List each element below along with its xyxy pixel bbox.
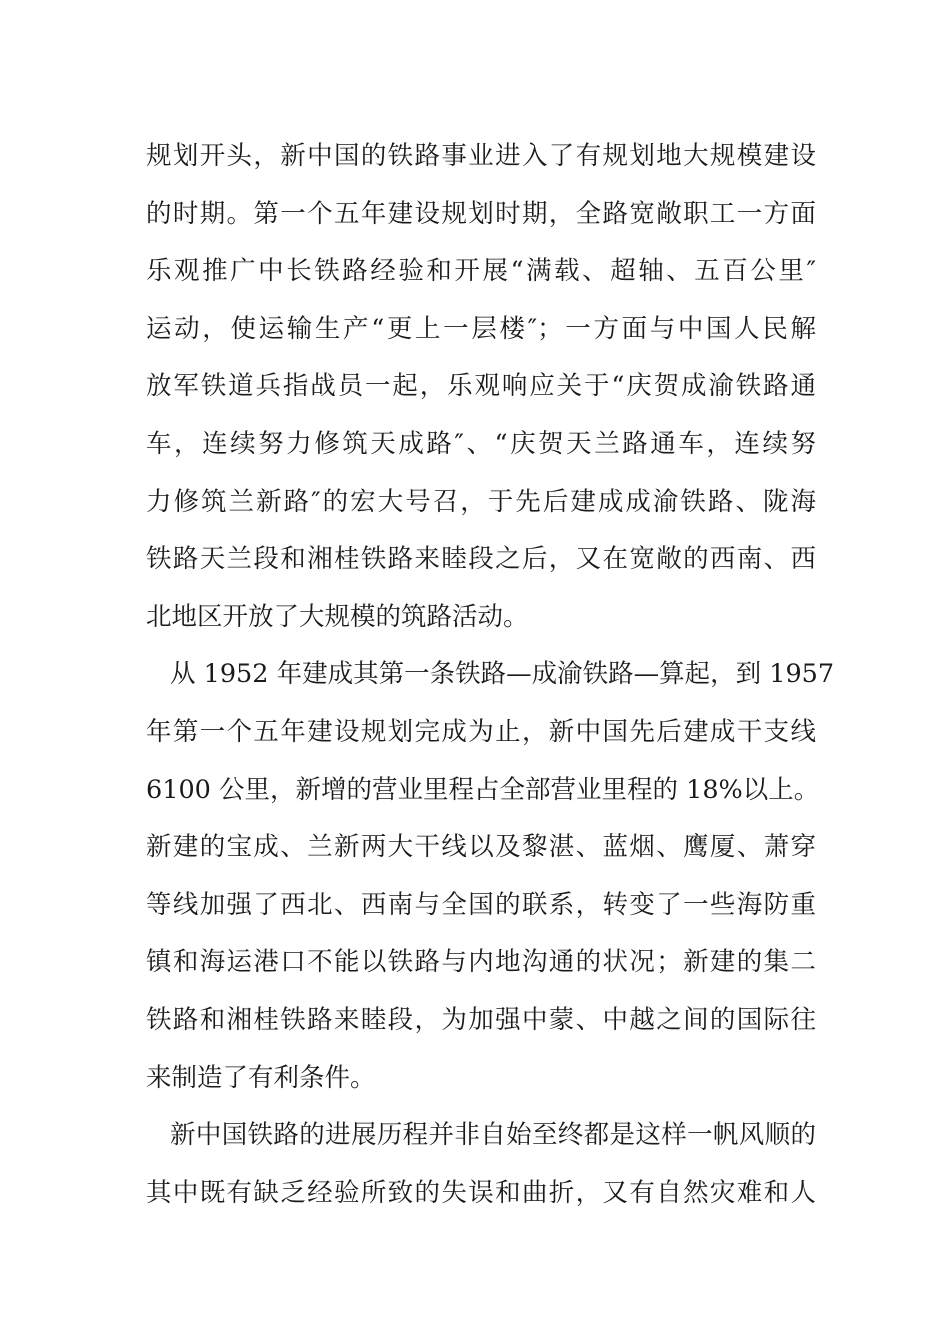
text-line: 等线加强了西北、西南与全国的联系，转变了一些海防重 [146,889,816,920]
text-line: 放军铁道兵指战员一起，乐观响应关于“庆贺成渝铁路通 [146,371,816,402]
body-text [146,128,835,1222]
text-line: 年第一个五年建设规划完成为止，新中国先后建成干支线 [146,716,816,747]
text-line: 铁路天兰段和湘桂铁路来睦段之后，又在宽敞的西南、西 [146,544,816,575]
text-line: 铁路和湘桂铁路来睦段，为加强中蒙、中越之间的国际往 [146,1004,816,1035]
text-line: 乐观推广中长铁路经验和开展“满载、超轴、五百公里″ [146,256,816,287]
paragraph-1 [146,128,816,646]
text-line: 车，连续努力修筑天成路″、“庆贺天兰路通车，连续努 [146,428,816,459]
paragraph-3 [146,1107,816,1222]
text-line: 新建的宝成、兰新两大干线以及黎湛、蓝烟、鹰厦、萧穿 [146,832,816,863]
text-line: 运动，使运输生产“更上一层楼″；一方面与中国人民解 [146,313,816,344]
paragraph-2 [146,646,835,1107]
text-line: 从 1952 年建成其第一条铁路—成渝铁路—算起，到 1957 [170,659,835,690]
text-line: 镇和海运港口不能以铁路与内地沟通的状况；新建的集二 [146,947,816,978]
text-line: 的时期。第一个五年建设规划时期，全路宽敞职工一方面 [146,198,816,229]
text-line: 来制造了有利条件。 [146,1062,376,1093]
text-line: 力修筑兰新路″的宏大号召，于先后建成成渝铁路、陇海 [146,486,816,517]
text-line: 新中国铁路的进展历程并非自始至终都是这样一帆风顺的 [170,1120,816,1151]
text-line: 北地区开放了大规模的筑路活动。 [146,601,529,632]
text-line: 6100 公里，新增的营业里程占全部营业里程的 18%以上。 [146,774,820,805]
text-line: 其中既有缺乏经验所致的失误和曲折，又有自然灾难和人 [146,1177,816,1208]
text-line: 规划开头，新中国的铁路事业进入了有规划地大规模建设 [146,141,816,171]
